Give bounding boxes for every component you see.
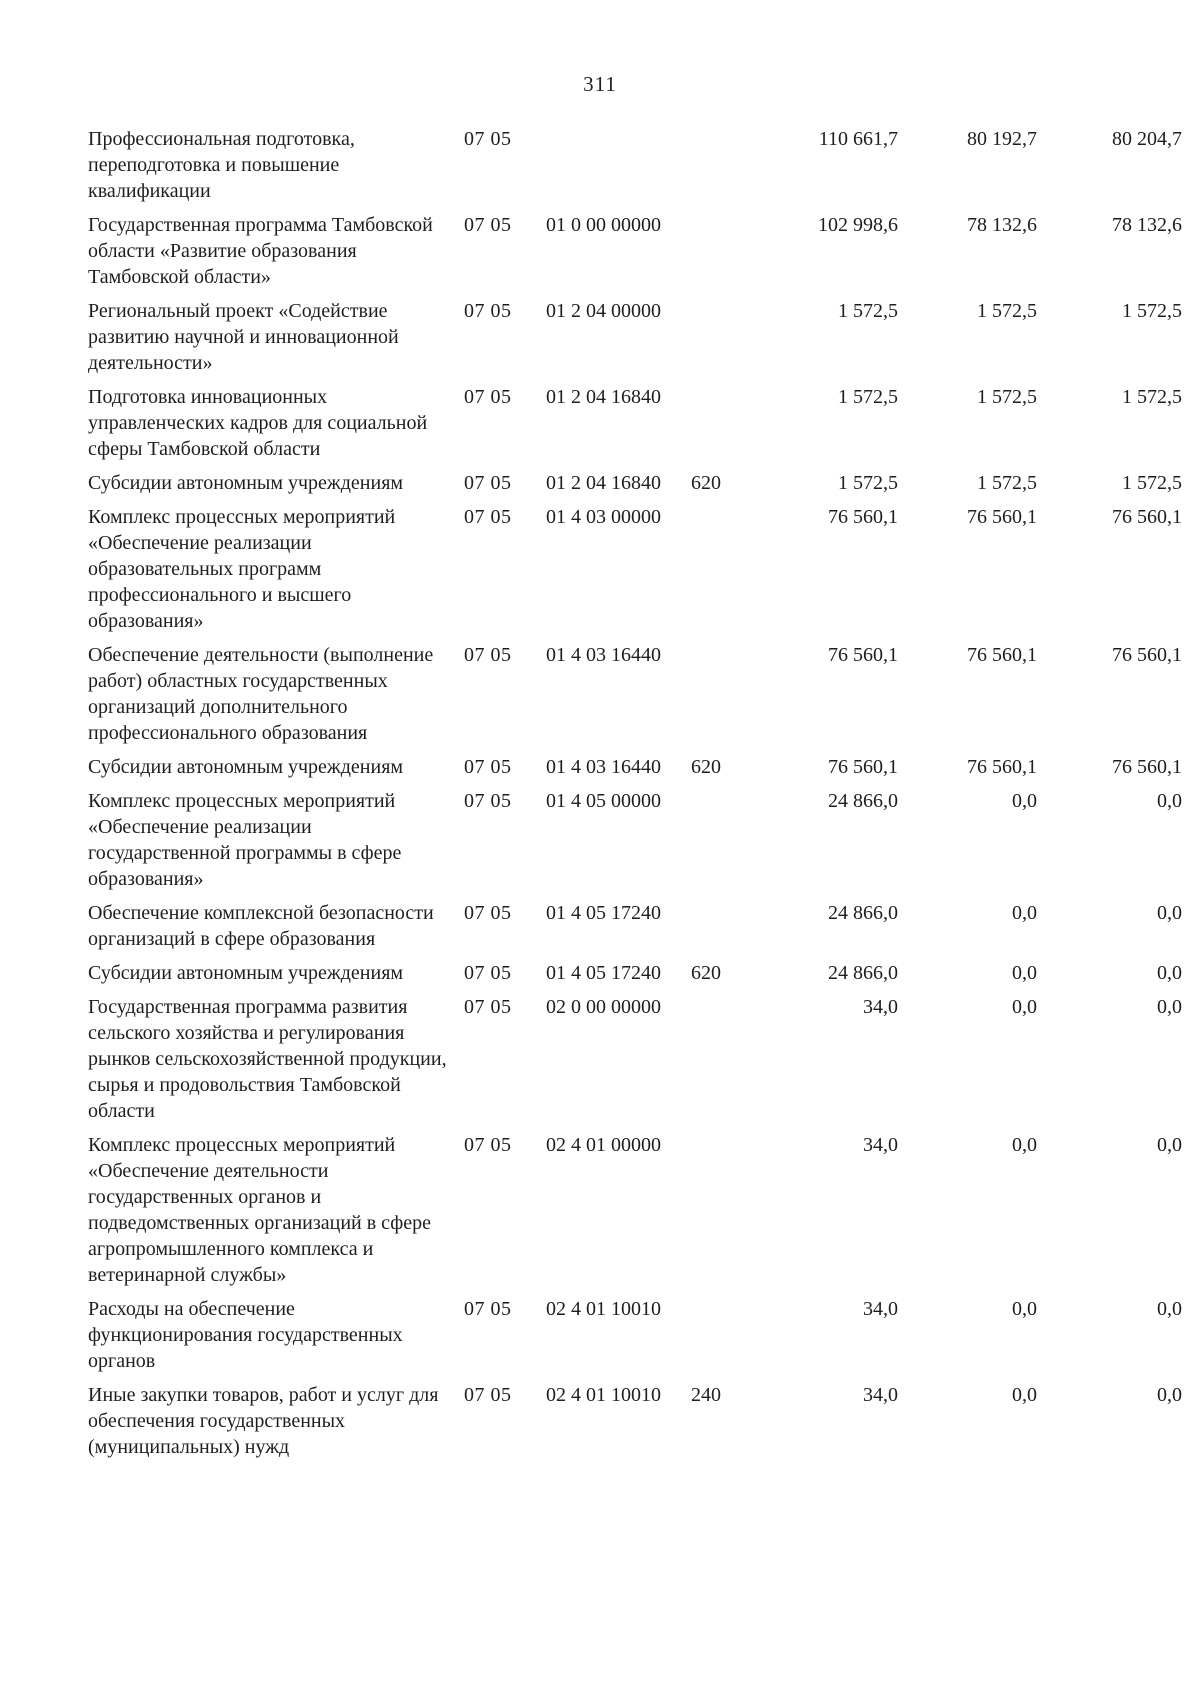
amount-year-1: 24 866,0	[828, 902, 898, 924]
table-row	[88, 788, 1182, 900]
target-article-code: 01 4 03 16440	[546, 756, 661, 778]
section-code: 07 05	[464, 996, 512, 1018]
target-article-code: 01 0 00 00000	[546, 214, 661, 236]
expense-type-code: 620	[691, 962, 721, 984]
expense-type-code: 620	[691, 472, 721, 494]
amount-year-1: 34,0	[863, 1134, 898, 1156]
amount-year-3: 0,0	[1157, 962, 1182, 984]
budget-table	[88, 126, 1182, 1468]
row-name: Подготовка инновационных управленческих кадров для социальной сферы Тамбовской области	[88, 386, 428, 460]
expense-type-code	[691, 994, 763, 1132]
amount-year-1: 34,0	[863, 1298, 898, 1320]
target-article-code: 01 2 04 00000	[546, 300, 661, 322]
amount-year-3: 76 560,1	[1112, 644, 1182, 666]
expense-type-code	[691, 504, 763, 642]
amount-year-2: 0,0	[1012, 790, 1037, 812]
table-body	[88, 126, 1182, 1468]
target-article-code: 01 4 03 16440	[546, 644, 661, 666]
target-article-code: 02 4 01 00000	[546, 1134, 661, 1156]
expense-type-code	[691, 788, 763, 900]
section-code: 07 05	[464, 902, 512, 924]
target-article-code: 02 0 00 00000	[546, 996, 661, 1018]
table-row	[88, 126, 1182, 212]
amount-year-1: 102 998,6	[818, 214, 898, 236]
table-row	[88, 384, 1182, 470]
amount-year-2: 76 560,1	[967, 506, 1037, 528]
amount-year-2: 76 560,1	[967, 756, 1037, 778]
table-row	[88, 504, 1182, 642]
table-row	[88, 1296, 1182, 1382]
amount-year-2: 78 132,6	[967, 214, 1037, 236]
section-code: 07 05	[464, 300, 512, 322]
amount-year-2: 80 192,7	[967, 128, 1037, 150]
expense-type-code	[691, 642, 763, 754]
row-name: Государственная программа Тамбовской области «Развитие образования Тамбовской области»	[88, 214, 433, 288]
expense-type-code	[691, 298, 763, 384]
amount-year-1: 76 560,1	[828, 644, 898, 666]
amount-year-1: 1 572,5	[838, 386, 898, 408]
row-name: Государственная программа развития сельского хозяйства и регулирования рынков сельскохозяйственной продукции, сырья и продовольствия Тамбовской области	[88, 996, 447, 1122]
row-name: Обеспечение деятельности (выполнение работ) областных государственных организаций дополнительного профессионального образования	[88, 644, 434, 744]
amount-year-2: 1 572,5	[977, 300, 1037, 322]
row-name: Субсидии автономным учреждениям	[88, 756, 404, 778]
table-row	[88, 470, 1182, 504]
amount-year-3: 80 204,7	[1112, 128, 1182, 150]
table-row	[88, 642, 1182, 754]
table-row	[88, 1132, 1182, 1296]
expense-type-code	[691, 900, 763, 960]
section-code: 07 05	[464, 1298, 512, 1320]
amount-year-1: 24 866,0	[828, 790, 898, 812]
target-article-code: 01 4 05 00000	[546, 790, 661, 812]
amount-year-3: 78 132,6	[1112, 214, 1182, 236]
amount-year-2: 0,0	[1012, 902, 1037, 924]
amount-year-1: 34,0	[863, 996, 898, 1018]
row-name: Обеспечение комплексной безопасности организаций в сфере образования	[88, 902, 434, 950]
table-row	[88, 1382, 1182, 1468]
amount-year-3: 0,0	[1157, 790, 1182, 812]
section-code: 07 05	[464, 790, 512, 812]
table-row	[88, 212, 1182, 298]
section-code: 07 05	[464, 756, 512, 778]
amount-year-3: 1 572,5	[1122, 472, 1182, 494]
amount-year-1: 34,0	[863, 1384, 898, 1406]
expense-type-code	[691, 1132, 763, 1296]
amount-year-3: 0,0	[1157, 902, 1182, 924]
amount-year-2: 1 572,5	[977, 386, 1037, 408]
amount-year-3: 76 560,1	[1112, 756, 1182, 778]
row-name: Комплекс процессных мероприятий «Обеспечение деятельности государственных органов и подведомственных организаций в сфере агропромышленного комплекса и ветеринарной службы»	[88, 1134, 432, 1286]
amount-year-1: 1 572,5	[838, 300, 898, 322]
target-article-code: 02 4 01 10010	[546, 1298, 661, 1320]
amount-year-1: 76 560,1	[828, 756, 898, 778]
amount-year-2: 0,0	[1012, 1134, 1037, 1156]
amount-year-2: 0,0	[1012, 1298, 1037, 1320]
amount-year-3: 0,0	[1157, 1298, 1182, 1320]
expense-type-code	[691, 126, 763, 212]
amount-year-2: 0,0	[1012, 962, 1037, 984]
amount-year-1: 1 572,5	[838, 472, 898, 494]
amount-year-2: 0,0	[1012, 1384, 1037, 1406]
table-row	[88, 900, 1182, 960]
amount-year-1: 24 866,0	[828, 962, 898, 984]
target-article-code: 01 2 04 16840	[546, 472, 661, 494]
row-name: Иные закупки товаров, работ и услуг для обеспечения государственных (муниципальных) нужд	[88, 1384, 439, 1458]
target-article-code: 01 4 05 17240	[546, 962, 661, 984]
expense-type-code: 620	[691, 756, 721, 778]
row-name: Субсидии автономным учреждениям	[88, 962, 404, 984]
target-article-code	[546, 126, 691, 212]
amount-year-2: 1 572,5	[977, 472, 1037, 494]
amount-year-3: 0,0	[1157, 1134, 1182, 1156]
section-code: 07 05	[464, 386, 512, 408]
target-article-code: 01 4 03 00000	[546, 506, 661, 528]
row-name: Комплекс процессных мероприятий «Обеспечение реализации образовательных программ профессионального и высшего образования»	[88, 506, 396, 632]
amount-year-3: 76 560,1	[1112, 506, 1182, 528]
amount-year-3: 1 572,5	[1122, 386, 1182, 408]
section-code: 07 05	[464, 1384, 512, 1406]
table-row	[88, 960, 1182, 994]
expense-type-code: 240	[691, 1384, 721, 1406]
table-row	[88, 298, 1182, 384]
section-code: 07 05	[464, 506, 512, 528]
table-row	[88, 754, 1182, 788]
section-code: 07 05	[464, 472, 512, 494]
row-name: Комплекс процессных мероприятий «Обеспечение реализации государственной программы в сфере образования»	[88, 790, 402, 890]
expense-type-code	[691, 212, 763, 298]
amount-year-1: 110 661,7	[818, 128, 898, 150]
expense-type-code	[691, 384, 763, 470]
section-code: 07 05	[464, 128, 512, 150]
row-name: Профессиональная подготовка, переподготовка и повышение квалификации	[88, 128, 355, 202]
expense-type-code	[691, 1296, 763, 1382]
row-name: Субсидии автономным учреждениям	[88, 472, 404, 494]
amount-year-2: 76 560,1	[967, 644, 1037, 666]
section-code: 07 05	[464, 214, 512, 236]
amount-year-3: 1 572,5	[1122, 300, 1182, 322]
section-code: 07 05	[464, 962, 512, 984]
section-code: 07 05	[464, 1134, 512, 1156]
target-article-code: 01 2 04 16840	[546, 386, 661, 408]
row-name: Расходы на обеспечение функционирования государственных органов	[88, 1298, 403, 1372]
section-code: 07 05	[464, 644, 512, 666]
target-article-code: 01 4 05 17240	[546, 902, 661, 924]
page-number: 311	[583, 72, 617, 96]
amount-year-2: 0,0	[1012, 996, 1037, 1018]
amount-year-3: 0,0	[1157, 1384, 1182, 1406]
amount-year-1: 76 560,1	[828, 506, 898, 528]
amount-year-3: 0,0	[1157, 996, 1182, 1018]
row-name: Региональный проект «Содействие развитию научной и инновационной деятельности»	[88, 300, 399, 374]
target-article-code: 02 4 01 10010	[546, 1384, 661, 1406]
table-row	[88, 994, 1182, 1132]
